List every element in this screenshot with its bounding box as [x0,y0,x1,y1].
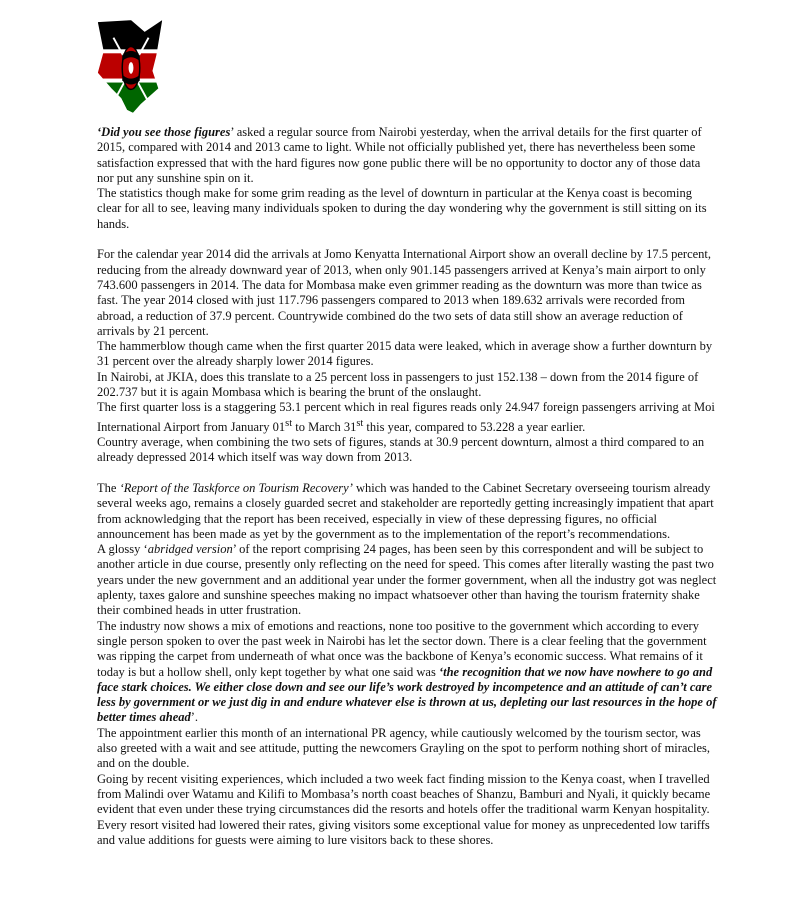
article-body [97,125,719,848]
report-title: ‘Report of the Taskforce on Tourism Recovery’ [119,480,353,495]
paragraph-gap [97,232,719,247]
paragraph: The ‘Report of the Taskforce on Tourism Recovery’ which was handed to the Cabinet Secretary overseeing tourism already several weeks ago, remains a closely guarded secret and stakeholder are reportedly getting increasingly impatient that apart from acknowledging that the report has been received, especially in view of these depressing figures, no official announcement has been made as yet by the government as to the implementation of the report’s recommendations. [97,480,714,541]
paragraph: In Nairobi, at JKIA, does this translate to a 25 percent loss in passengers to just 152.138 – down from the 2014 figure of 202.737 but it is again Mombasa which is bearing the brunt of the onslaught. [97,369,699,400]
paragraph: A glossy ‘abridged version’ of the report comprising 24 pages, has been seen by this correspondent and will be subject to another article in due course, presently only reflecting on the need for speed. This comes after literally wasting the past two years under the new government and an additional year under the former government, when all the industry got was neglect aplenty, taxes galore and sunshine speeches making no impact whatsoever other than having the tourism fraternity shake their combined heads in utter frustration. [97,542,717,618]
paragraph: Country average, when combining the two sets of figures, stands at 30.9 percent downturn, almost a third compared to an already depressed 2014 which itself was way down from 2013. [97,435,705,465]
paragraph: ‘Did you see those figures’ asked a regular source from Nairobi yesterday, when the arrival details for the first quarter of 2015, compared with 2014 and 2013 came to light. While not officially published yet, there has nevertheless been some satisfaction expressed that with the hard figures now gone public there will be no opportunity to doctor any of those data nor put any sunshine spin on it. [97,125,702,185]
paragraph: The statistics though make for some grim reading as the level of downturn in particular at the Kenya coast is becoming clear for all to see, leaving many individuals spoken to during the day wondering why the government is still sitting on its hands. [97,186,707,231]
paragraph: Going by recent visiting experiences, which included a two week fact finding mission to the Kenya coast, when I travelled from Malindi over Watamu and Kilifi to Mombasa’s north coast beaches of Shanzu, Bamburi and Nyali, it quickly became evident that even under these trying circumstances did the resorts and hotels offer the traditional warm Kenyan hospitality. Every resort visited had lowered their rates, giving visitors some exceptional value for money as unprecedented low tariffs and value additions for guests were aiming to lure visitors back to these shores. [97,771,711,847]
paragraph: For the calendar year 2014 did the arrivals at Jomo Kenyatta International Airport show an overall decline by 17.5 percent, reducing from the already downward year of 2013, when only 901.145 passengers arrived at Kenya’s main airport to only 743.600 passengers in 2014. The data for Mombasa make even grimmer reading as the downturn was more than twice as fast. The year 2014 closed with just 117.796 passengers compared to 2013 when 189.632 arrivals were recorded from abroad, a reduction of 37.9 percent. Countrywide combined do the two sets of data still show an average reduction of arrivals by 21 percent. [97,247,712,338]
paragraph: The first quarter loss is a staggering 53.1 percent which in real figures reads only 24.947 foreign passengers arriving at Moi International Airport from January 01st to March 31st this year, compared to 53.228 a year earlier. [97,400,715,434]
quote: ‘the recognition that we now have nowhere to go and face stark choices. We either close down and see our life’s work destroyed by incompetence and an attitude of can’t care less by government or we just dig in and endure whatever else is thrown at us, depleting our last resources in the hope of better times ahead [97,664,717,725]
paragraph: The hammerblow though came when the first quarter 2015 data were leaked, which in average show a further downturn by 31 percent over the already sharply lower 2014 figures. [97,339,713,369]
kenya-map-flag-shield-icon [92,16,170,114]
quote-close: ’ [230,125,234,139]
opening-quote: ‘Did you see those figures [97,125,231,139]
abridged-version: abridged version [147,542,233,557]
paragraph: The appointment earlier this month of an international PR agency, while cautiously welcomed by the tourism sector, was also greeted with a wait and see attitude, putting the newcomers Grayling on the spot to perform nothing short of miracles, and on the double. [97,725,711,771]
paragraph-gap [97,466,719,481]
paragraph: The industry now shows a mix of emotions and reactions, none too positive to the government which according to every single person spoken to over the past week in Nairobi has let the sector down. There is a clear feeling that the government was ripping the carpet from underneath of what once was the backbone of Kenya’s economic success. What remains of it today is but a hollow shell, only kept together by what one said was ‘the recognition that we now have nowhere to go and face stark choices. We either close down and see our life’s work destroyed by incompetence and an attitude of can’t care less by government or we just dig in and endure whatever else is thrown at us, depleting our last resources in the hope of better times ahead’. [97,618,717,725]
